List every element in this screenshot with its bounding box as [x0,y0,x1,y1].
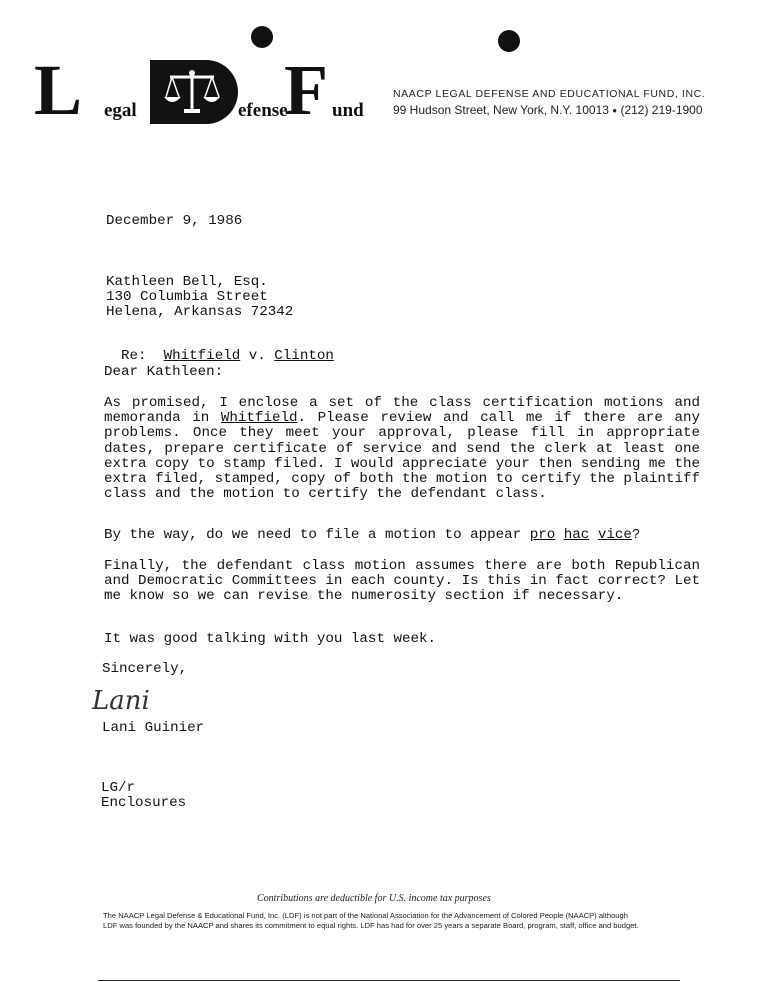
reference-initials: LG/r [101,780,136,796]
salutation: Dear Kathleen: [104,364,224,380]
logo-letter-l: L [34,50,81,130]
subject-line [104,334,334,364]
disclaimer-line-1: The NAACP Legal Defense & Educational Fund, Inc. (LDF) is not part of the National Association for the Advancement of Colored People (NAACP) although [103,911,628,920]
logo-word-efense: efense [238,100,288,121]
footer-rule [98,980,680,981]
case-party-2: Clinton [274,348,334,364]
paragraph-2 [104,528,700,543]
case-versus: v. [248,348,266,364]
paragraph-2-text-a: By the way, do we need to file a motion to appear [104,527,530,543]
org-address: 99 Hudson Street, New York, N.Y. 10013 [393,103,609,117]
paragraph-4: It was good talking with you last week. [104,631,437,647]
logo-dot-left [251,26,273,48]
logo-dot-right [498,30,520,52]
letter-date: December 9, 1986 [106,213,243,229]
scales-of-justice-icon [164,69,220,115]
paragraph-1-text-b: . Please review and call me if there are any problems. Once they meet your approval, please fill in appropriate dates, prepare certificate of service and send the clerk at least one extra copy to stamp filed. I would appreciate your then sending me the extra filed, stamped, copy of both the motion to certify the plaintiff class and the motion to certify the defendant class. [104,410,700,503]
org-phone: (212) 219-1900 [620,103,703,117]
logo-d-block [150,60,238,124]
disclaimer-line-2: LDF was founded by the NAACP and shares its commitment to equal rights. LDF has had for over 25 years a separate Board, program, staff, office and budget. [103,921,639,930]
paragraph-1-text-a: As promised, I enclose a set of the class certification motions and memoranda in [104,395,700,427]
subject-label: Re: [121,348,147,364]
signature [92,686,150,716]
paragraph-2-term-hac: hac [563,527,590,543]
paragraph-3: Finally, the defendant class motion assumes there are both Republican and Democratic Committees in each county. Is this in fact correct? Let me know so we can revise the numerosity section if necessary. [104,558,700,605]
enclosures-note: Enclosures [101,795,187,811]
case-party-1: Whitfield [163,348,241,364]
tax-deductible-note: Contributions are deductible for U.S. income tax purposes [257,893,491,904]
logo-word-und: und [332,100,364,121]
org-name: NAACP LEGAL DEFENSE AND EDUCATIONAL FUND, INC. [393,88,706,100]
recipient-street: 130 Columbia Street [106,289,268,305]
paragraph-2-term-pro: pro [529,527,556,543]
paragraph-1-case: Whitfield [220,410,298,427]
recipient-city: Helena, Arkansas 72342 [106,304,294,320]
paragraph-1 [104,396,700,502]
org-address-line [393,103,703,117]
closing: Sincerely, [102,661,188,677]
recipient-name: Kathleen Bell, Esq. [106,274,268,290]
bullet-icon: ● [612,106,618,115]
logo-word-egal: egal [104,100,137,121]
signature-text: Lani [92,686,150,716]
recipient-block [106,275,293,320]
paragraph-2-text-b: ? [631,527,641,543]
logo-letter-f: F [284,50,328,130]
signer-name: Lani Guinier [102,720,205,736]
paragraph-2-term-vice: vice [597,527,632,543]
